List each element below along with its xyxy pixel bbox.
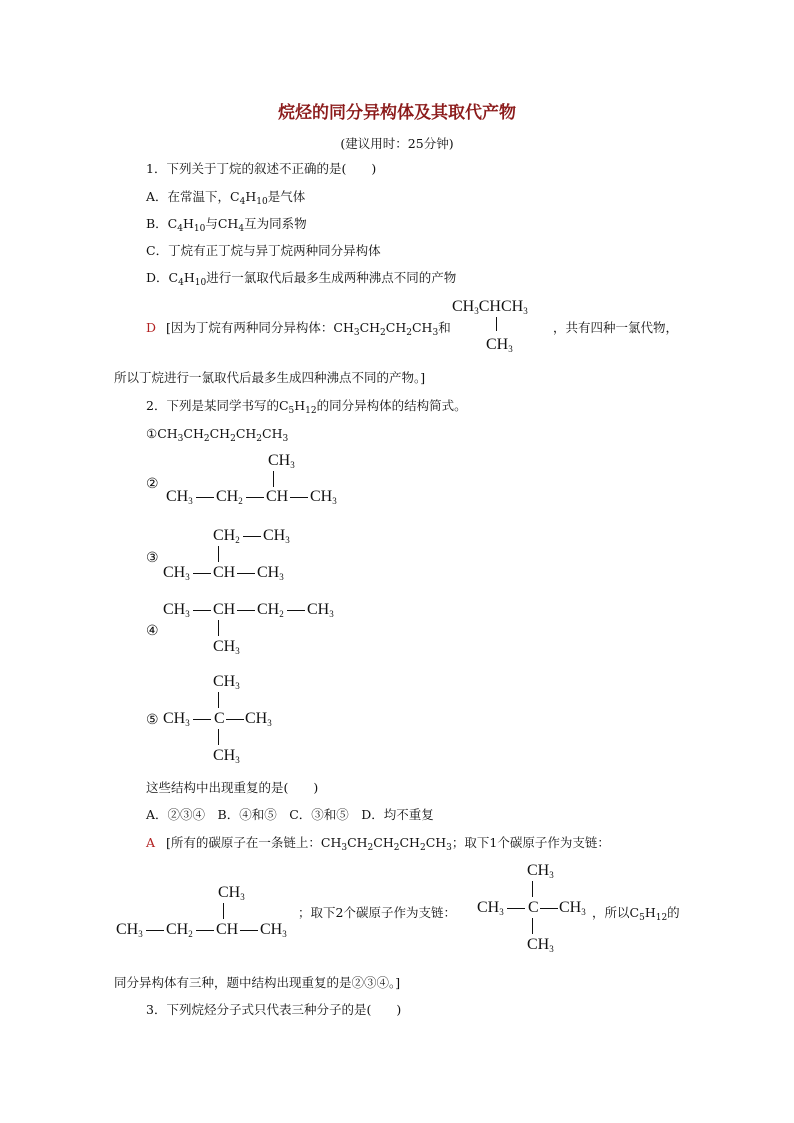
q2-explanation-part3: ，所以$C_5H_{12}$的: [592, 905, 680, 923]
q1-option-a: A．在常温下，$C_4H_{10}$是气体: [146, 189, 306, 207]
q2-item-1: $①CH_3CH_2CH_2CH_2CH_3$: [146, 426, 289, 444]
s2-bond-branch: [273, 471, 274, 487]
q2-answer-letter: A: [146, 835, 156, 850]
structure-2: [166, 452, 366, 518]
a2-atom-ch3-left: $CH_3$: [477, 899, 504, 917]
a2-bond-left: [507, 908, 525, 909]
a1-atom-ch3-b: $CH_3$: [260, 921, 287, 939]
q2-explanation-part2: ；取下2个碳原子作为支链：: [298, 905, 456, 920]
a2-bond-right: [540, 908, 558, 909]
s5-atom-ch3-top: $CH_3$: [213, 673, 240, 691]
q2-mark-4: ④: [146, 623, 159, 639]
s2-atom-ch3-b: $CH_3$: [310, 488, 337, 506]
isobutane-main-chain: $CH_3CHCH_3$: [452, 298, 528, 316]
a1-atom-ch3-branch: $CH_3$: [218, 884, 245, 902]
s4-bond-1: [193, 610, 211, 611]
isobutane-branch-bond: [496, 317, 497, 331]
a2-atom-ch3-top: $CH_3$: [527, 862, 554, 880]
q1-option-b: B．$C_4H_{10}$与$CH_4$互为同系物: [146, 216, 307, 234]
s5-bond-bottom: [218, 729, 219, 745]
s5-atom-ch3-bottom: $CH_3$: [213, 747, 240, 765]
q2-question: 这些结构中出现重复的是( ): [146, 780, 319, 795]
q1-explanation-part1: [因为丁烷有两种同分异构体：$CH_3CH_2CH_2CH_3$和: [166, 320, 451, 338]
s3-atom-ch3-b: $CH_3$: [257, 564, 284, 582]
page-title: 烷烃的同分异构体及其取代产物: [278, 103, 516, 123]
s4-bond-2: [237, 610, 255, 611]
q2-stem: 2．下列是某同学书写的$C_5H_{12}$的同分异构体的结构简式。: [146, 398, 467, 416]
s4-atom-ch: CH: [213, 601, 236, 618]
structure-4: [163, 601, 363, 667]
q1-option-c: C．丁烷有正丁烷与异丁烷两种同分异构体: [146, 243, 381, 258]
a1-atom-ch3-a: $CH_3$: [116, 921, 143, 939]
s3-bond-top: [243, 536, 261, 537]
s4-atom-ch3-a: $CH_3$: [163, 601, 190, 619]
q1-stem: 1．下列关于丁烷的叙述不正确的是( ): [146, 161, 377, 176]
s5-bond-top: [218, 692, 219, 708]
a1-atom-ch: CH: [216, 921, 239, 938]
s4-atom-ch2: $CH_2$: [257, 601, 284, 619]
s4-atom-ch3-branch: $CH_3$: [213, 638, 240, 656]
q1-answer-letter: D: [146, 320, 157, 335]
s2-bond-3: [290, 497, 308, 498]
answer-structure-methylbutane: [116, 884, 306, 950]
q2-options: A．②③④ B．④和⑤ C．③和⑤ D．均不重复: [146, 807, 434, 822]
s4-bond-3: [287, 610, 305, 611]
s2-atom-ch: CH: [266, 488, 289, 505]
s5-bond-right: [226, 719, 244, 720]
s3-bond-2: [237, 573, 255, 574]
a2-bond-top: [532, 881, 533, 897]
a2-bond-bottom: [532, 918, 533, 934]
s3-bond-1: [193, 573, 211, 574]
s4-bond-branch: [218, 620, 219, 636]
s5-atom-c: C: [214, 710, 225, 727]
a1-atom-ch2: $CH_2$: [166, 921, 193, 939]
a2-atom-c: C: [528, 899, 539, 916]
q2-explanation-part1: [所有的碳原子在一条链上：$CH_3CH_2CH_2CH_2CH_3$；取下1个碳原子作为支链：: [166, 835, 610, 853]
s2-bond-1: [196, 497, 214, 498]
isobutane-structure: [452, 298, 552, 362]
s3-atom-ch: CH: [213, 564, 236, 581]
s2-atom-ch3-branch: $CH_3$: [268, 452, 295, 470]
q1-explanation-part3: 所以丁烷进行一氯取代后最多生成四种沸点不同的产物。]: [114, 370, 426, 385]
a2-atom-ch3-right: $CH_3$: [559, 899, 586, 917]
q3-stem: 3．下列烷烃分子式只代表三种分子的是( ): [146, 1002, 402, 1017]
s3-atom-ch3-a: $CH_3$: [163, 564, 190, 582]
a1-bond-branch: [223, 903, 224, 919]
q2-explanation-part4: 同分异构体有三种，题中结构出现重复的是②③④。]: [114, 975, 401, 990]
isobutane-branch: $CH_3$: [486, 336, 513, 354]
s4-atom-ch3-b: $CH_3$: [307, 601, 334, 619]
s2-bond-2: [246, 497, 264, 498]
a1-bond-3: [240, 930, 258, 931]
s2-atom-ch3-a: $CH_3$: [166, 488, 193, 506]
s2-atom-ch2: $CH_2$: [216, 488, 243, 506]
q1-explanation-part2: ，共有四种一氯代物，: [553, 320, 679, 335]
structure-3: [163, 527, 363, 593]
s5-atom-ch3-left: $CH_3$: [163, 710, 190, 728]
a2-atom-ch3-bottom: $CH_3$: [527, 936, 554, 954]
q2-mark-5: ⑤: [146, 712, 159, 728]
structure-5: [163, 673, 303, 769]
a1-bond-2: [196, 930, 214, 931]
a1-bond-1: [146, 930, 164, 931]
q2-mark-3: ③: [146, 550, 159, 566]
s5-bond-left: [193, 719, 211, 720]
s3-atom-ch3-top: $CH_3$: [263, 527, 290, 545]
q2-mark-2: ②: [146, 476, 159, 492]
page-subtitle: (建议用时：25分钟): [340, 136, 454, 151]
q1-option-d: D．$C_4H_{10}$进行一氯取代后最多生成两种沸点不同的产物: [146, 270, 457, 288]
s5-atom-ch3-right: $CH_3$: [245, 710, 272, 728]
s3-bond-vertical: [218, 546, 219, 562]
s3-atom-ch2: $CH_2$: [213, 527, 240, 545]
